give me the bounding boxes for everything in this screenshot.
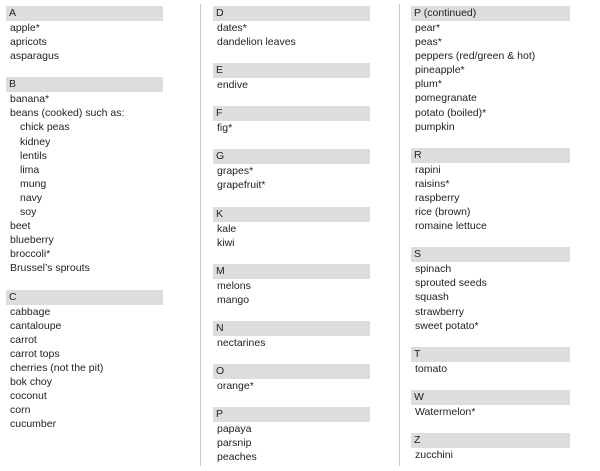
section-header: S (411, 247, 570, 262)
section-header: T (411, 347, 570, 362)
list-item: kale (217, 222, 237, 235)
list-item: cherries (not the pit) (10, 361, 104, 374)
section-header: D (213, 6, 370, 21)
list-item: beet (10, 220, 31, 233)
letter-section (411, 6, 570, 134)
list-item: nectarines (217, 336, 266, 349)
list-item: carrot (10, 333, 37, 346)
list-item: sprouted seeds (415, 277, 487, 290)
list-item: sweet potato* (415, 319, 479, 332)
letter-section (213, 207, 370, 250)
list-item: parsnip (217, 437, 252, 450)
list-item: dates* (217, 22, 247, 34)
list-item: pumpkin (415, 120, 455, 133)
list-item: pomegranate (415, 92, 477, 105)
list-item: papaya (217, 423, 252, 436)
list-item: carrot tops (10, 347, 60, 360)
sub-list-item: navy (20, 191, 43, 204)
list-item: peaches (217, 451, 257, 464)
letter-section (213, 407, 370, 464)
list-item: melons (217, 279, 251, 292)
list-item: mango (217, 293, 250, 306)
section-header: R (411, 148, 570, 163)
list-item: broccoli* (10, 248, 51, 261)
list-item: rice (brown) (415, 206, 471, 219)
list-item: cantaloupe (10, 319, 62, 332)
list-item: plum* (415, 78, 442, 91)
section-header: K (213, 207, 370, 222)
list-item: dandelion leaves (217, 36, 296, 49)
letter-section (411, 390, 570, 419)
section-header: G (213, 149, 370, 164)
letter-section (213, 321, 370, 350)
column-left (6, 6, 163, 431)
list-item: Brussel’s sprouts (10, 262, 90, 275)
list-item: pineapple* (415, 64, 465, 77)
letter-section (213, 6, 370, 49)
list-item: endive (217, 79, 248, 92)
letter-section (213, 63, 370, 92)
section-header: P (continued) (411, 6, 570, 21)
list-item: strawberry (415, 305, 465, 318)
letter-section (6, 6, 163, 63)
list-item: peppers (red/green & hot) (415, 50, 536, 63)
list-item: blueberry (10, 234, 54, 247)
list-item: coconut (10, 390, 47, 403)
list-item: squash (415, 291, 449, 304)
list-item: bok choy (10, 375, 53, 388)
letter-section (411, 148, 570, 233)
section-header: M (213, 264, 370, 279)
letter-section (213, 364, 370, 393)
list-item: kiwi (217, 236, 235, 249)
sub-list-item: chick peas (20, 121, 70, 134)
list-item: raspberry (415, 191, 460, 204)
list-item: orange* (217, 380, 254, 393)
list-item: raisins* (415, 177, 450, 190)
list-item: cucumber (10, 418, 57, 431)
list-item: cabbage (10, 305, 51, 318)
letter-section (213, 106, 370, 135)
letter-section (6, 290, 163, 432)
letter-section (411, 433, 570, 462)
sub-list-item: soy (20, 206, 37, 219)
list-item: apricots (10, 36, 47, 49)
list-item: fig* (217, 122, 233, 135)
section-header: E (213, 63, 370, 78)
section-header: N (213, 321, 370, 336)
letter-section (213, 149, 370, 192)
column-divider (200, 4, 201, 466)
letter-section (6, 77, 163, 275)
list-item: beans (cooked) such as: (10, 107, 125, 120)
list-item: spinach (415, 263, 452, 276)
letter-section (411, 247, 570, 332)
list-item: Watermelon* (415, 405, 476, 418)
column-right (411, 6, 570, 462)
list-item: rapini (415, 163, 441, 176)
list-item: grapefruit* (217, 179, 266, 192)
section-header: F (213, 106, 370, 121)
column-middle (213, 6, 370, 464)
list-item: romaine lettuce (415, 220, 487, 233)
section-header: B (6, 77, 163, 92)
list-item: peas* (415, 36, 442, 49)
list-item: pear* (415, 22, 441, 34)
list-item: potato (boiled)* (415, 106, 487, 119)
column-divider (399, 4, 400, 466)
sub-list-item: mung (20, 177, 47, 190)
list-item: corn (10, 404, 31, 417)
list-item: tomato (415, 362, 448, 375)
section-header: W (411, 390, 570, 405)
letter-section (213, 264, 370, 307)
section-header: O (213, 364, 370, 379)
letter-section (411, 347, 570, 376)
section-header: P (213, 407, 370, 422)
section-header: C (6, 290, 163, 305)
sub-list-item: kidney (20, 135, 51, 148)
section-header: Z (411, 433, 570, 448)
list-item: apple* (10, 22, 40, 34)
list-item: zucchini (415, 448, 453, 461)
sub-list-item: lentils (20, 149, 47, 162)
sub-list-item: lima (20, 163, 40, 176)
list-item: grapes* (217, 165, 254, 178)
list-item: asparagus (10, 50, 60, 63)
list-item: banana* (10, 93, 50, 106)
section-header: A (6, 6, 163, 21)
